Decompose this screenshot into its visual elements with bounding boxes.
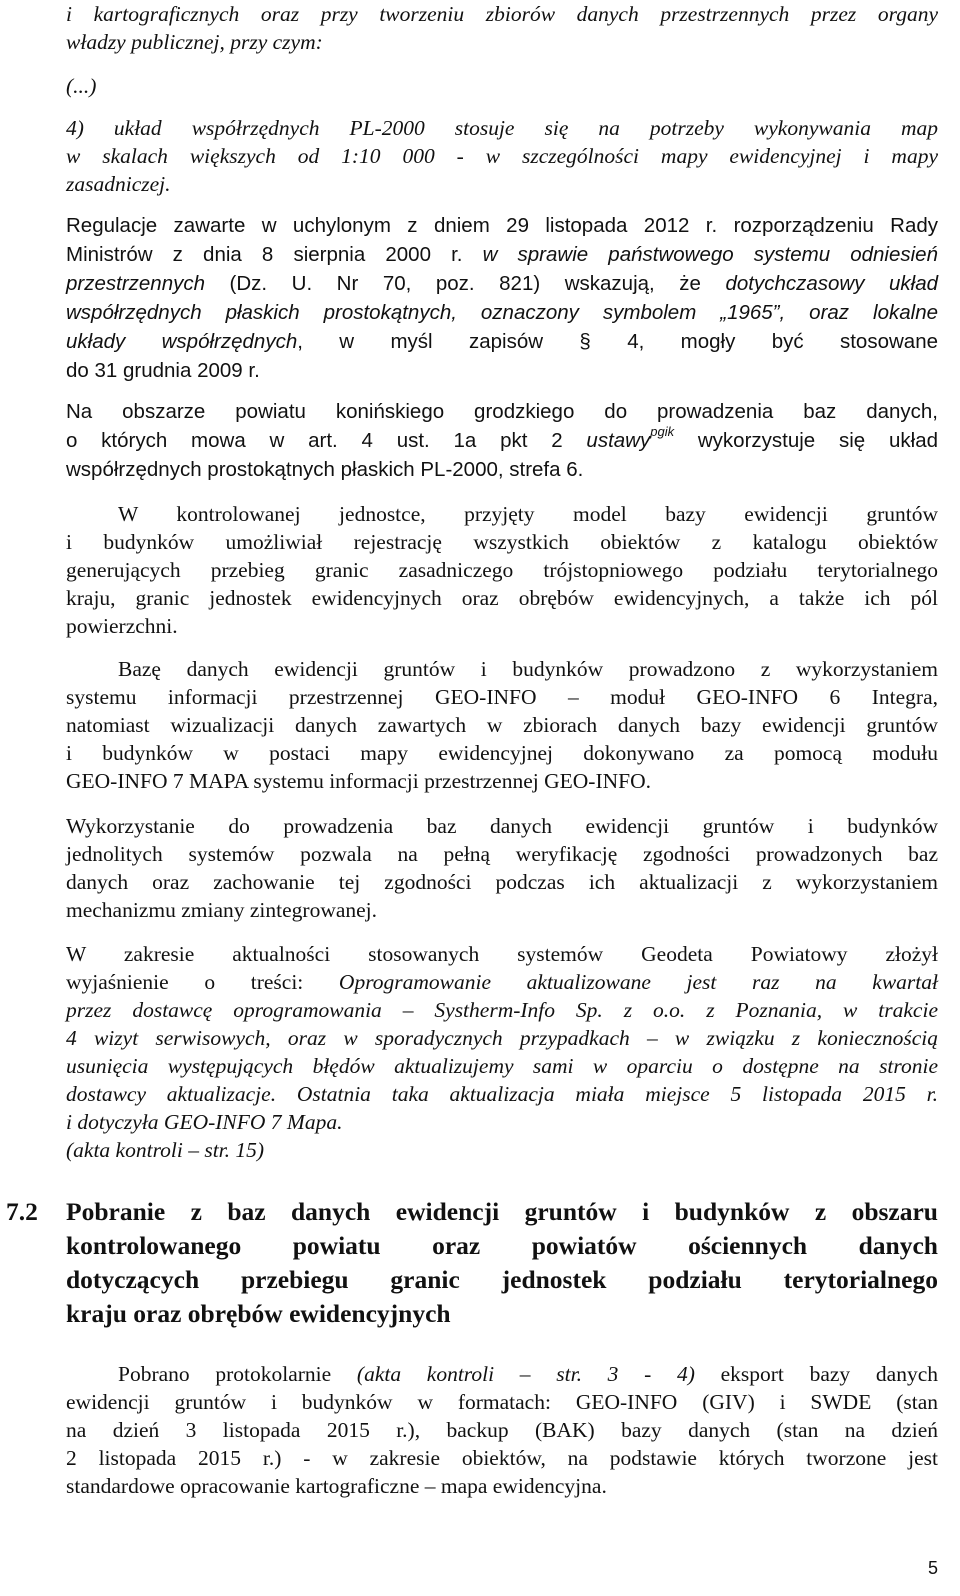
area-law-superscript: pgik xyxy=(650,424,675,439)
regulation-provision: , w myśl zapisów § 4, mogły być stosowane xyxy=(297,330,938,353)
regulation-line-6: do 31 grudnia 2009 r. xyxy=(66,359,260,382)
area-usage: wykorzystuje się układ xyxy=(674,429,938,452)
area-line-2 xyxy=(66,424,938,455)
regulation-line-5 xyxy=(66,328,938,356)
model-line-3: generujących przebieg granic zasadniczego trójstopniowego podziału terytorialnego xyxy=(66,558,938,582)
quote-line-6: zasadniczej. xyxy=(66,172,171,196)
model-line-4: kraju, granic jednostek ewidencyjnych oraz obrębów ewidencyjnych, a także ich pól xyxy=(66,586,938,610)
page-number: 5 xyxy=(927,1558,938,1578)
download-line-5: standardowe opracowanie kartograficzne – mapa ewidencyjna. xyxy=(66,1474,607,1498)
regulation-local-systems: układy współrzędnych xyxy=(66,330,298,353)
geoinfo-line-5: GEO-INFO 7 MAPA systemu informacji przestrzennej GEO-INFO. xyxy=(66,769,651,793)
explanation-line-1: W zakresie aktualności stosowanych systemów Geodeta Powiatowy złożył xyxy=(66,942,938,966)
geoinfo-line-3: natomiast wizualizacji danych zawartych w zbiorach danych bazy ewidencji gruntów xyxy=(66,713,938,737)
usage-line-2: jednolitych systemów pozwala na pełną weryfikację zgodności prowadzonych baz xyxy=(66,842,938,866)
regulation-reference: (Dz. U. Nr 70, poz. 821) wskazują, że xyxy=(205,272,726,295)
usage-line-4: mechanizmu zmiany zintegrowanej. xyxy=(66,898,378,922)
quote-line-4: 4) układ współrzędnych PL-2000 stosuje się na potrzeby wykonywania map xyxy=(66,116,938,140)
regulation-text: Ministrów z dnia 8 sierpnia 2000 r. xyxy=(66,243,483,266)
geoinfo-line-4: i budynków w postaci mapy ewidencyjnej dokonywano za pomocą modułu xyxy=(66,741,938,765)
quote-line-2: władzy publicznej, przy czym: xyxy=(66,30,323,54)
explanation-quote-line-2: 4 wizyt serwisowych, oraz w sporadycznych przypadkach – w związku z koniecznością xyxy=(66,1026,938,1050)
quote-line-1: i kartograficznych oraz przy tworzeniu zbiorów danych przestrzennych przez organy xyxy=(66,2,938,26)
regulation-line-4: współrzędnych płaskich prostokątnych, oznaczony symbolem „1965”, oraz lokalne xyxy=(66,301,938,324)
download-intro: Pobrano protokolarnie xyxy=(118,1362,357,1386)
download-subject: eksport bazy danych xyxy=(694,1362,938,1386)
regulation-line-3 xyxy=(66,270,938,298)
explanation-label: wyjaśnienie o treści: xyxy=(66,970,339,994)
section-title-line-3: dotyczących przebiegu granic jednostek podziału terytorialnego xyxy=(66,1265,938,1294)
section-title-line-2: kontrolowanego powiatu oraz powiatów ościennych danych xyxy=(66,1231,938,1260)
regulation-quoted-term: dotychczasowy układ xyxy=(725,272,938,295)
area-law-name: ustawy xyxy=(586,429,651,452)
explanation-source: (akta kontroli – str. 15) xyxy=(66,1138,265,1162)
explanation-quote-start: Oprogramowanie aktualizowane jest raz na kwartał xyxy=(338,970,938,994)
explanation-quote-line-3: usunięcia występujących błędów aktualizujemy sami w oparciu o dostępne na stronie xyxy=(66,1054,938,1078)
section-number: 7.2 xyxy=(6,1197,38,1226)
download-line-3: na dzień 3 listopada 2015 r.), backup (BAK) bazy danych (stan na dzień xyxy=(66,1418,938,1442)
download-reference: (akta kontroli – str. 3 - 4) xyxy=(356,1362,695,1386)
explanation-quote-line-1: przez dostawcę oprogramowania – Systherm-Info Sp. z o.o. z Poznania, w trakcie xyxy=(66,998,938,1022)
explanation-line-2 xyxy=(66,968,938,996)
download-line-1 xyxy=(118,1360,938,1388)
explanation-quote-line-5: i dotyczyła GEO-INFO 7 Mapa. xyxy=(66,1110,343,1134)
regulation-act-title: w sprawie państwowego systemu odniesień xyxy=(482,243,938,266)
area-line-1: Na obszarze powiatu konińskiego grodzkiego do prowadzenia baz danych, xyxy=(66,400,938,423)
download-line-4: 2 listopada 2015 r.) - w zakresie obiektów, na podstawie których tworzone jest xyxy=(66,1446,938,1470)
quote-ellipsis: (...) xyxy=(66,74,97,98)
model-line-1: W kontrolowanej jednostce, przyjęty model bazy ewidencji gruntów xyxy=(118,502,938,526)
explanation-quote-line-4: dostawcy aktualizacje. Ostatnia taka aktualizacja miała miejsce 5 listopada 2015 r. xyxy=(66,1082,938,1106)
usage-line-3: danych oraz zachowanie tej zgodności podczas ich aktualizacji z wykorzystaniem xyxy=(66,870,938,894)
quote-line-5: w skalach większych od 1:10 000 - w szczególności mapy ewidencyjnej i mapy xyxy=(66,144,938,168)
area-article: o których mowa w art. 4 ust. 1a pkt 2 xyxy=(66,429,587,452)
model-line-2: i budynków umożliwiał rejestrację wszystkich obiektów z katalogu obiektów xyxy=(66,530,938,554)
usage-line-1: Wykorzystanie do prowadzenia baz danych ewidencji gruntów i budynków xyxy=(66,814,938,838)
geoinfo-line-1: Bazę danych ewidencji gruntów i budynków prowadzono z wykorzystaniem xyxy=(118,657,938,681)
regulation-line-2 xyxy=(66,241,938,269)
download-line-2: ewidencji gruntów i budynków w formatach: GEO-INFO (GIV) i SWDE (stan xyxy=(66,1390,938,1414)
section-title-line-1: Pobranie z baz danych ewidencji gruntów i budynków z obszaru xyxy=(66,1197,938,1226)
section-title-line-4: kraju oraz obrębów ewidencyjnych xyxy=(66,1299,451,1328)
regulation-line-1: Regulacje zawarte w uchylonym z dniem 29 listopada 2012 r. rozporządzeniu Rady xyxy=(66,214,938,237)
area-line-3: współrzędnych prostokątnych płaskich PL-2000, strefa 6. xyxy=(66,458,584,481)
regulation-act-title-end: przestrzennych xyxy=(66,272,206,295)
geoinfo-line-2: systemu informacji przestrzennej GEO-INFO – moduł GEO-INFO 6 Integra, xyxy=(66,685,938,709)
model-line-5: powierzchni. xyxy=(66,614,178,638)
